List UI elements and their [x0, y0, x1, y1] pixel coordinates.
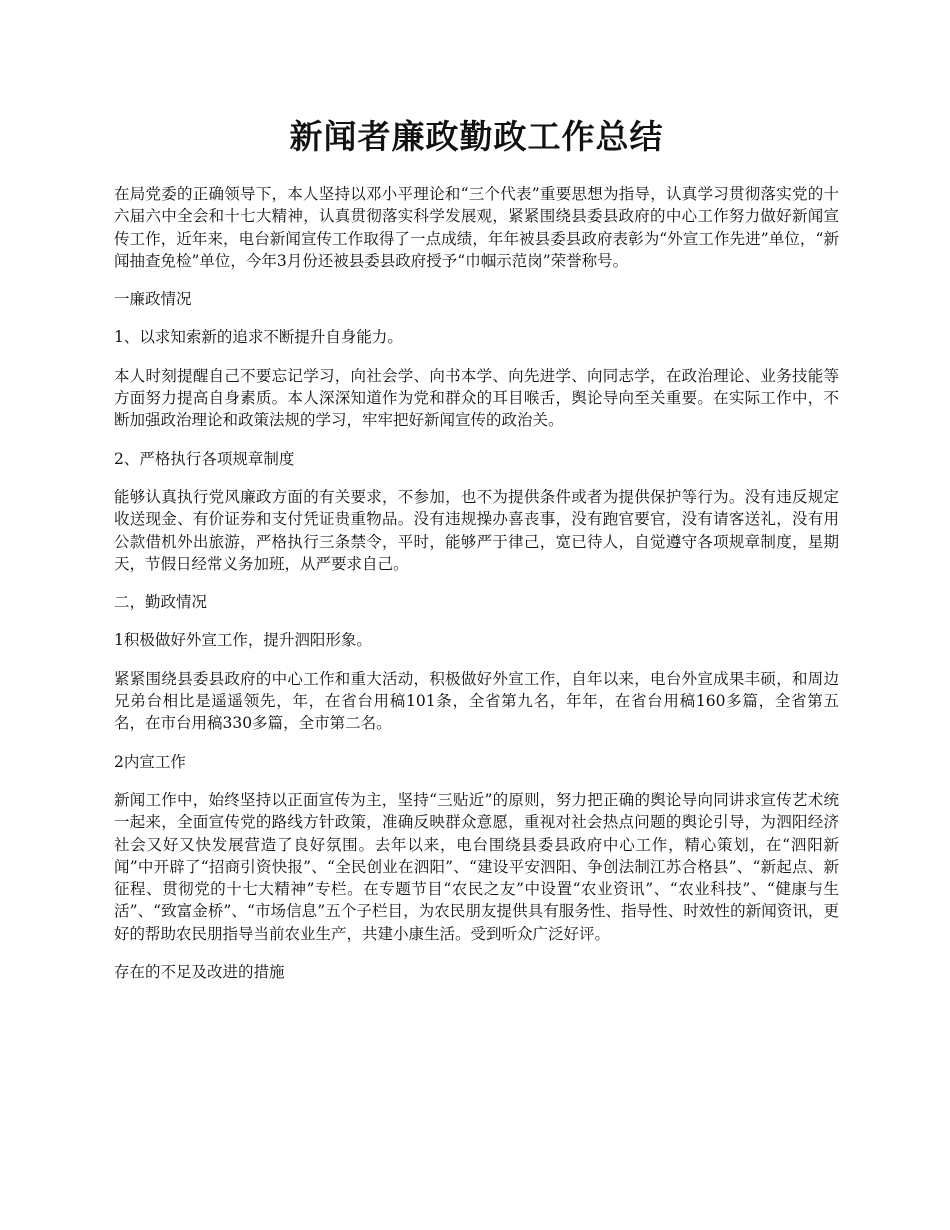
self-improvement-paragraph: 本人时刻提醒自己不要忘记学习，向社会学、向书本学、向先进学、向同志学，在政治理论、业务技能等方面努力提高自身素质。本人深深知道作为党和群众的耳目喉舌，舆论导向至关重要。在实际工作中，不断加强政治理论和政策法规的学习，牢牢把好新闻宣传的政治关。 [114, 366, 839, 430]
subheading-self-improvement: 1、以求知索新的追求不断提升自身能力。 [114, 328, 403, 347]
document-title: 新闻者廉政勤政工作总结 [289, 117, 664, 156]
intro-paragraph: 在局党委的正确领导下，本人坚持以邓小平理论和“三个代表”重要思想为指导，认真学习贯彻落实党的十六届六中全会和十七大精神，认真贯彻落实科学发展观，紧紧围绕县委县政府的中心工作努力做好新闻宣传工作，近年来，电台新闻宣传工作取得了一点成绩，年年被县委县政府表彰为“外宣工作先进”单位，“新闻抽查免检”单位，今年3月份还被县委县政府授予“巾帼示范岗”荣誉称号。 [114, 185, 839, 270]
external-publicity-paragraph: 紧紧围绕县委县政府的中心工作和重大活动，积极做好外宣工作，自年以来，电台外宣成果丰硕，和周边兄弟台相比是遥遥领先，年，在省台用稿101条，全省第九名，年年，在省台用稿160多篇，全省第五名，在市台用稿330多篇，全市第二名。 [114, 669, 839, 733]
regulations-paragraph: 能够认真执行党风廉政方面的有关要求，不参加，也不为提供条件或者为提供保护等行为。没有违反规定收送现金、有价证券和支付凭证贵重物品。没有违规操办喜丧事，没有跑官要官，没有请客送礼，没有用公款借机外出旅游，严格执行三条禁令，平时，能够严于律己，宽已待人，自觉遵守各项规章制度，星期天，节假日经常义务加班，从严要求自己。 [114, 487, 839, 573]
document-page [114, 112, 839, 999]
section-heading-integrity: 一廉政情况 [114, 290, 192, 309]
internal-publicity-paragraph: 新闻工作中，始终坚持以正面宣传为主，坚持“三贴近”的原则，努力把正确的舆论导向同讲求宣传艺术统一起来，全面宣传党的路线方针政策，准确反映群众意愿，重视对社会热点问题的舆论引导，为泗阳经济社会又好又快发展营造了良好氛围。去年以来，电台围绕县委县政府中心工作，精心策划，在“泗阳新闻”中开辟了“招商引资快报”、“全民创业在泗阳”、“建设平安泗阳、争创法制江苏合格县”、“新起点、新征程、贯彻党的十七大精神”专栏。在专题节目“农民之友”中设置“农业资讯”、“农业科技”、“健康与生活”、“致富金桥”、“市场信息”五个子栏目，为农民朋友提供具有服务性、指导性、时效性的新闻资讯，更好的帮助农民朋指导当前农业生产，共建小康生活。受到听众广泛好评。 [114, 790, 839, 943]
section-heading-shortcomings: 存在的不足及改进的措施 [114, 963, 285, 982]
section-heading-diligence: 二，勤政情况 [114, 593, 208, 612]
subheading-regulations: 2、严格执行各项规章制度 [114, 449, 295, 468]
subheading-internal-publicity: 2内宣工作 [114, 752, 186, 771]
subheading-external-publicity: 1积极做好外宣工作，提升泗阳形象。 [114, 631, 372, 650]
